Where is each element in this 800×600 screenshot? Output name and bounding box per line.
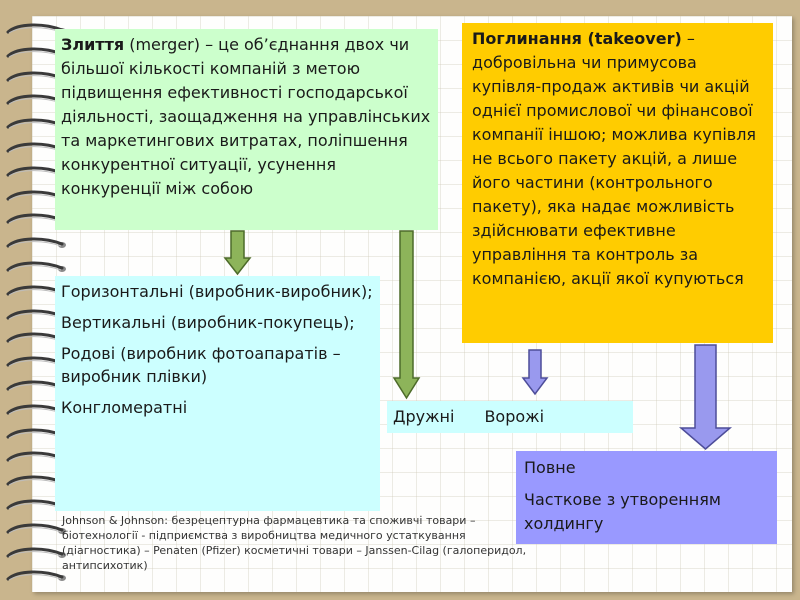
merger-definition-box (55, 29, 438, 230)
merger-definition: (merger) – це об’єднання двох чи більшої кількості компаній з метою підвищення ефективності господарської діяльності, заощадження на управлінських та маркетингових витратах, поліпшення конкурентної ситуації, усунення конкуренції між собою (61, 35, 431, 198)
takeover-scope-full: Повне (524, 458, 576, 477)
takeover-scope-partial: Часткове з утворенням холдингу (524, 490, 721, 533)
takeover-kind-hostile: Ворожі (484, 407, 545, 426)
merger-term: Злиття (61, 35, 125, 54)
merger-type-conglomerate: Конгломератні (61, 398, 188, 417)
arrow-merger-to-kinds (394, 231, 419, 398)
arrow-takeover-to-kinds (523, 350, 547, 394)
takeover-term: Поглинання (takeover) (472, 29, 682, 48)
merger-type-horizontal: Горизонтальні (виробник-виробник); (61, 282, 373, 301)
merger-type-generic: Родові (виробник фотоапаратів – виробник плівки) (61, 344, 341, 386)
arrow-takeover-to-scope (681, 345, 730, 449)
merger-type-vertical: Вертикальні (виробник-покупець); (61, 313, 355, 332)
takeover-definition: – добровільна чи примусова купівля-продаж активів чи акцій однієї промислової чи фінансової компанії іншою; можлива купівля не всього пакету акцій, а лише його частини (контрольного пакету), яка надає можливість здійснювати ефективне управління та контроль за компанією, акції якої купуються (472, 29, 757, 288)
example-note: Johnson & Johnson: безрецептурна фармацевтика та споживчі товари – біотехнології - підприємства з виробництва медичного устаткування (діагностика) – Penaten (Pfizer) косметичні товари – Janssen-Cilag (галоперидол, антипсихотик) (62, 514, 527, 572)
takeover-kind-friendly: Дружні (393, 407, 455, 426)
merger-types-box (55, 276, 380, 511)
takeover-definition-box (462, 23, 773, 343)
takeover-scope-box (516, 451, 777, 544)
arrow-merger-to-types (225, 231, 250, 274)
takeover-kinds-box (387, 401, 633, 433)
